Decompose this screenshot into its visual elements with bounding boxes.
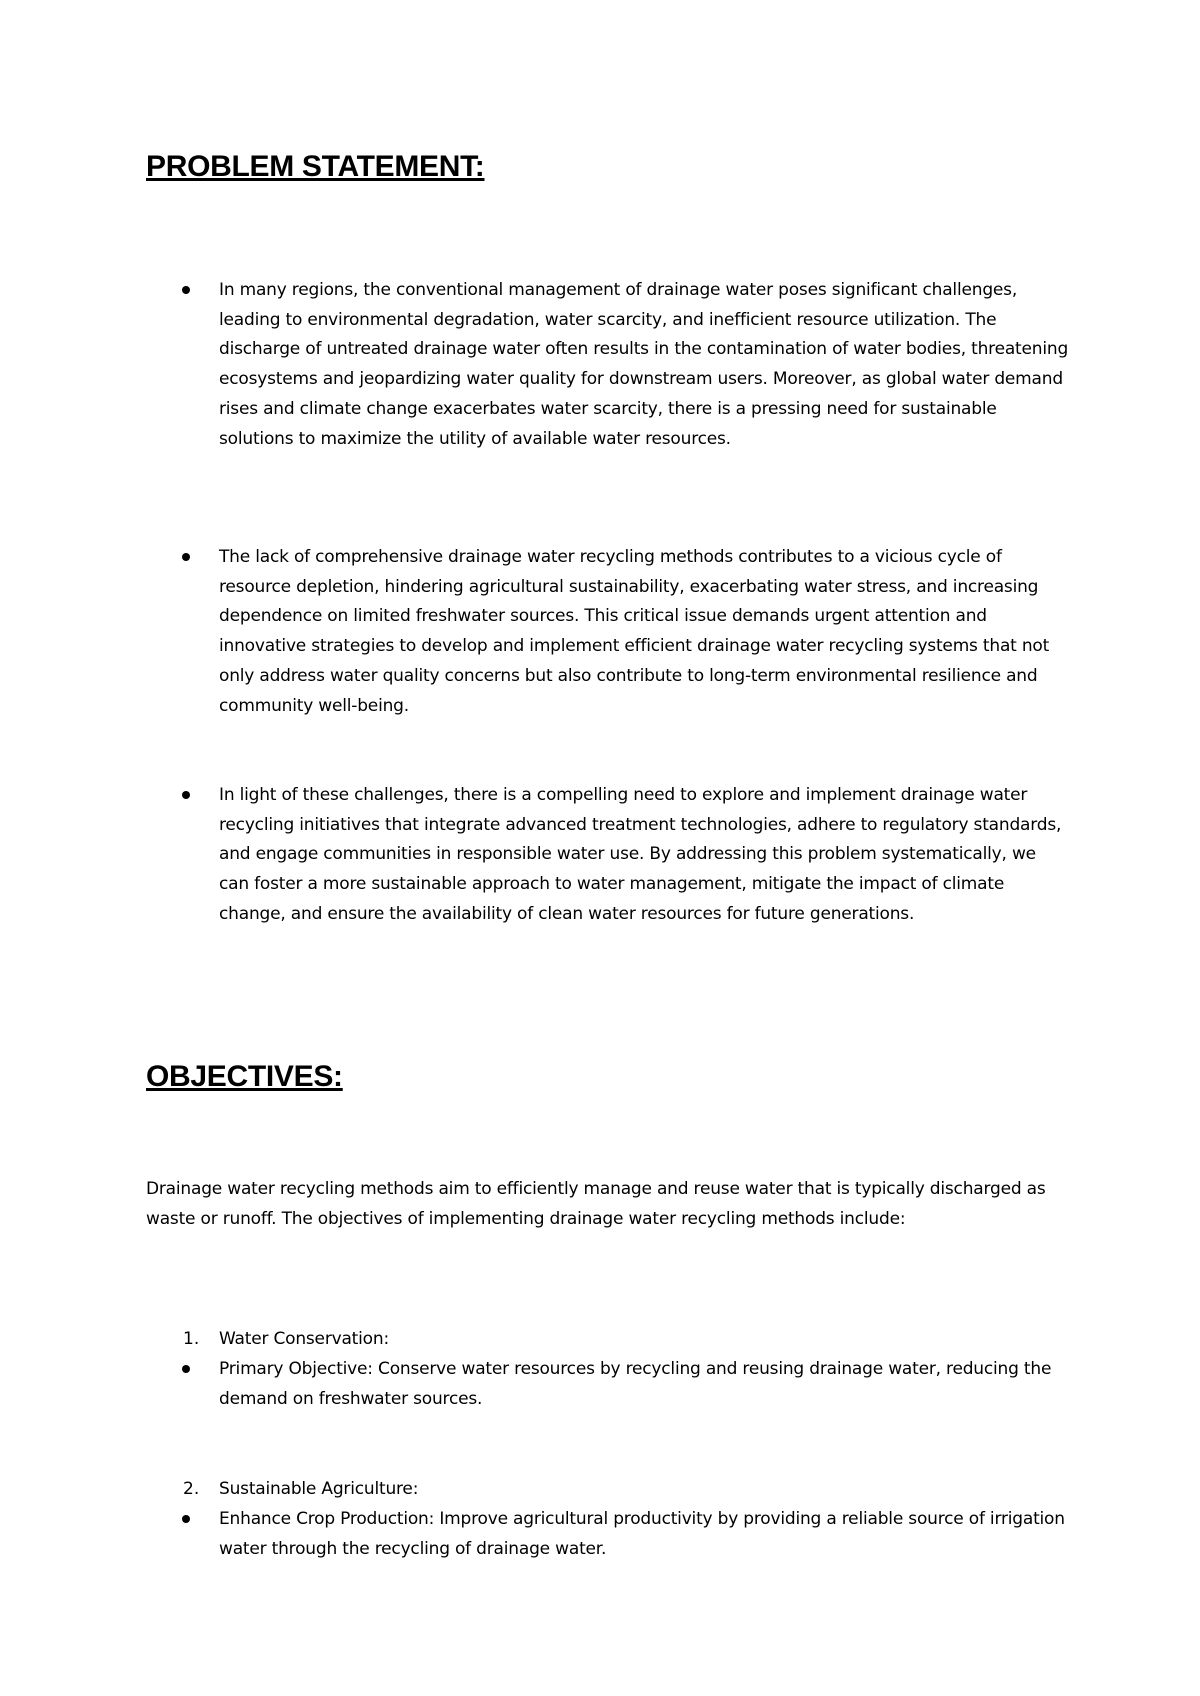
bullet-icon: [182, 1515, 190, 1523]
problem-statement-heading: PROBLEM STATEMENT:: [146, 150, 485, 183]
objective-detail: Enhance Crop Production: Improve agricultural productivity by providing a reliable source of irrigation water through the recycling of drainage water.: [219, 1509, 1065, 1559]
objective-detail: Primary Objective: Conserve water resources by recycling and reusing drainage water, reducing the demand on freshwater sources.: [219, 1359, 1052, 1409]
bullet-icon: [182, 791, 190, 799]
problem-paragraph-2: The lack of comprehensive drainage water recycling methods contributes to a vicious cycle of resource depletion, hindering agricultural sustainability, exacerbating water stress, and increasing dependence on limited freshwater sources. This critical issue demands urgent attention and innovative strategies to develop and implement efficient drainage water recycling systems that not only address water quality concerns but also contribute to long-term environmental resilience and community well-being.: [219, 547, 1050, 716]
bullet-icon: [182, 1365, 190, 1373]
objective-title: Sustainable Agriculture:: [219, 1479, 419, 1499]
objective-title: Water Conservation:: [219, 1329, 389, 1349]
bullet-icon: [182, 286, 190, 294]
objectives-heading: OBJECTIVES:: [146, 1060, 343, 1093]
objectives-intro: Drainage water recycling methods aim to efficiently manage and reuse water that is typically discharged as waste or runoff. The objectives of implementing drainage water recycling methods include:: [146, 1179, 1046, 1229]
objective-number: 1.: [183, 1329, 200, 1349]
problem-paragraph-1: In many regions, the conventional management of drainage water poses significant challenges, leading to environmental degradation, water scarcity, and inefficient resource utilization. The discharge of untreated drainage water often results in the contamination of water bodies, threatening ecosystems and jeopardizing water quality for downstream users. Moreover, as global water demand rises and climate change exacerbates water scarcity, there is a pressing need for sustainable solutions to maximize the utility of available water resources.: [219, 280, 1069, 449]
bullet-icon: [182, 553, 190, 561]
objective-number: 2.: [183, 1479, 200, 1499]
problem-paragraph-3: In light of these challenges, there is a compelling need to explore and implement drainage water recycling initiatives that integrate advanced treatment technologies, adhere to regulatory standards, and engage communities in responsible water use. By addressing this problem systematically, we can foster a more sustainable approach to water management, mitigate the impact of climate change, and ensure the availability of clean water resources for future generations.: [219, 785, 1062, 924]
